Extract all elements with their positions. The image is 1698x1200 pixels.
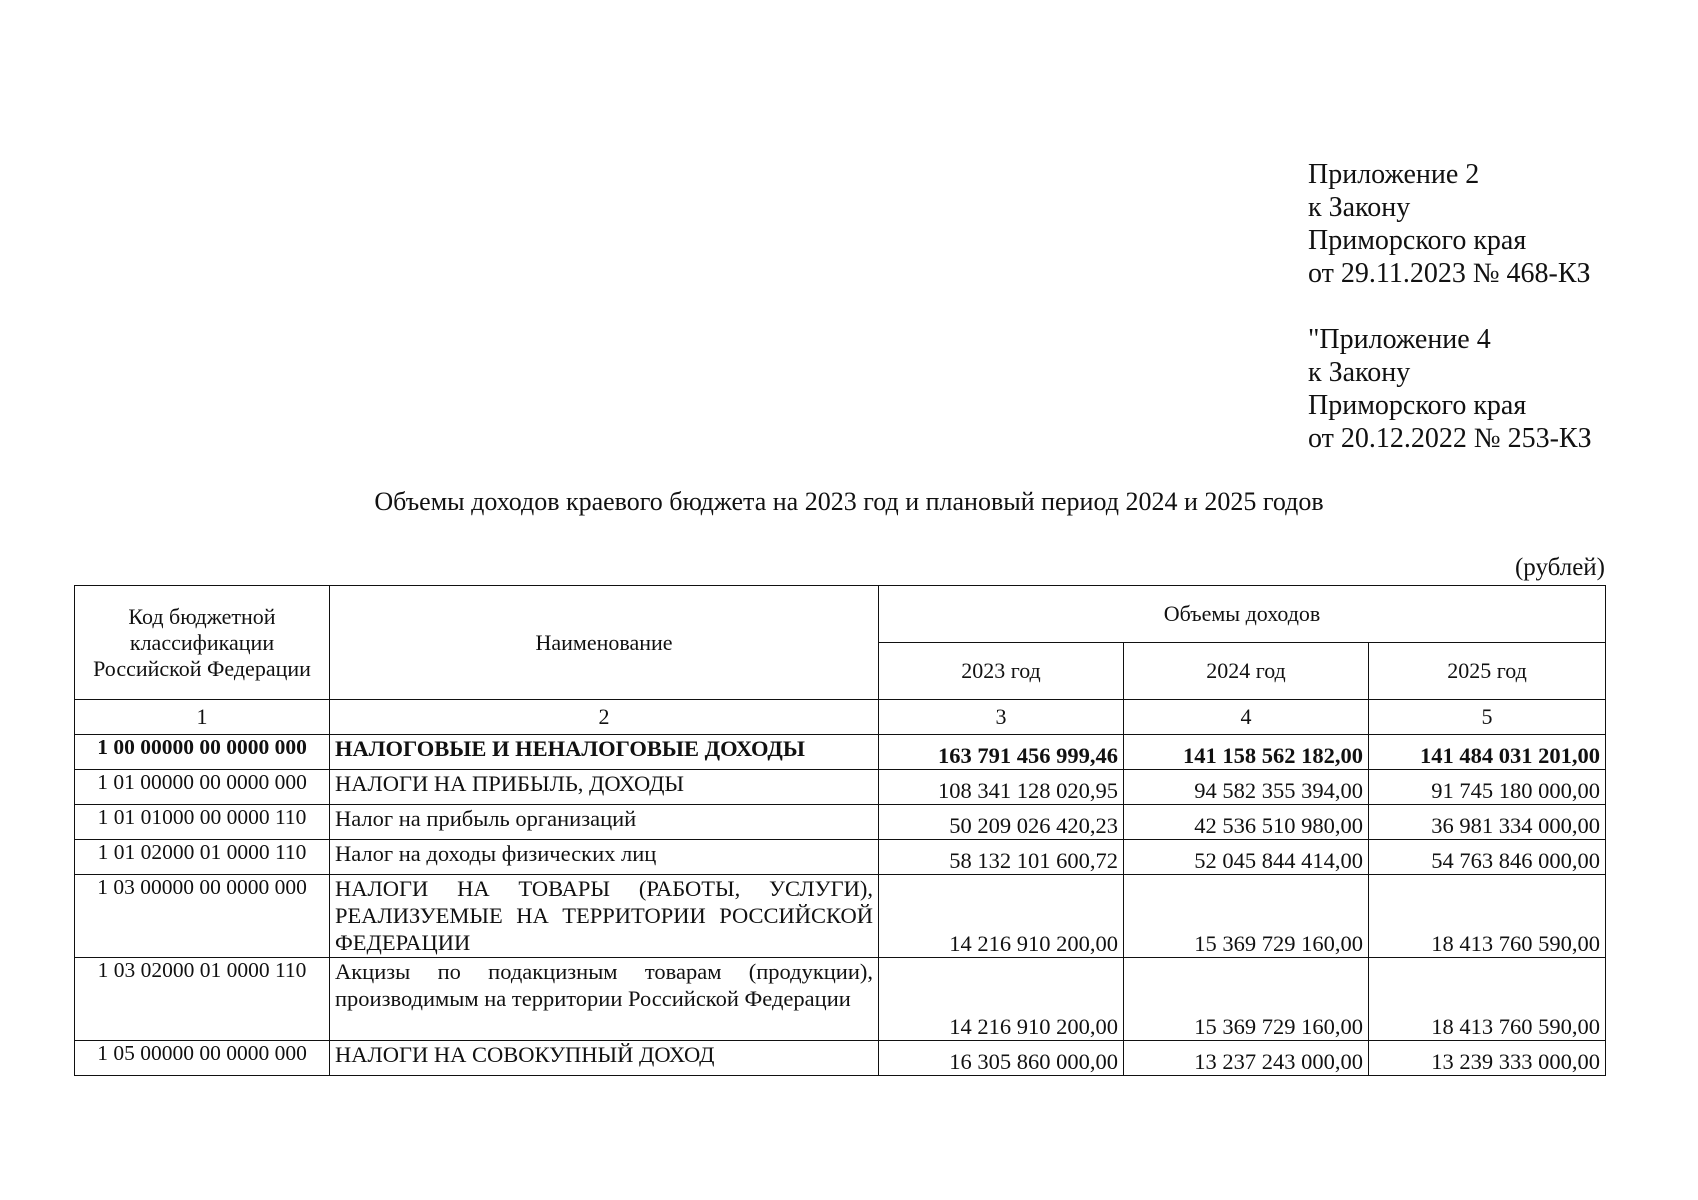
appendix-line: Приморского края xyxy=(1308,390,1527,421)
table-header-row xyxy=(75,586,1606,643)
row-value-2025: 18 413 760 590,00 xyxy=(1369,958,1606,1041)
appendix-amended xyxy=(1308,323,1668,455)
row-name: Налог на прибыль организаций xyxy=(330,805,879,840)
row-value-2025: 18 413 760 590,00 xyxy=(1369,875,1606,958)
column-number-row xyxy=(75,700,1606,735)
row-code: 1 03 02000 01 0000 110 xyxy=(75,958,330,1041)
table-row xyxy=(75,770,1606,805)
appendix-line: к Закону xyxy=(1308,192,1411,223)
row-value-2025: 91 745 180 000,00 xyxy=(1369,770,1606,805)
row-name: НАЛОГИ НА ТОВАРЫ (РАБОТЫ, УСЛУГИ), РЕАЛИЗУЕМЫЕ НА ТЕРРИТОРИИ РОССИЙСКОЙ ФЕДЕРАЦИИ xyxy=(330,875,879,958)
row-value-2024: 94 582 355 394,00 xyxy=(1124,770,1369,805)
table-row xyxy=(75,958,1606,1041)
row-code: 1 01 02000 01 0000 110 xyxy=(75,840,330,875)
header-year-2024: 2024 год xyxy=(1124,643,1369,700)
row-value-2025: 13 239 333 000,00 xyxy=(1369,1041,1606,1076)
row-value-2025: 141 484 031 201,00 xyxy=(1369,735,1606,770)
header-year-2025: 2025 год xyxy=(1369,643,1606,700)
header-year-2023: 2023 год xyxy=(879,643,1124,700)
row-value-2023: 108 341 128 020,95 xyxy=(879,770,1124,805)
row-code: 1 01 01000 00 0000 110 xyxy=(75,805,330,840)
header-volumes: Объемы доходов xyxy=(879,586,1606,643)
row-name: Акцизы по подакцизным товарам (продукции), производимым на территории Российской Федерации xyxy=(330,958,879,1041)
row-value-2025: 54 763 846 000,00 xyxy=(1369,840,1606,875)
column-number: 1 xyxy=(75,700,330,735)
table-row xyxy=(75,805,1606,840)
row-value-2023: 14 216 910 200,00 xyxy=(879,958,1124,1041)
row-value-2024: 52 045 844 414,00 xyxy=(1124,840,1369,875)
appendix-line: "Приложение 4 xyxy=(1308,324,1491,355)
column-number: 4 xyxy=(1124,700,1369,735)
table-row xyxy=(75,875,1606,958)
row-value-2023: 58 132 101 600,72 xyxy=(879,840,1124,875)
row-value-2023: 16 305 860 000,00 xyxy=(879,1041,1124,1076)
header-name: Наименование xyxy=(330,586,879,700)
row-value-2024: 141 158 562 182,00 xyxy=(1124,735,1369,770)
row-name: НАЛОГИ НА СОВОКУПНЫЙ ДОХОД xyxy=(330,1041,879,1076)
row-value-2023: 14 216 910 200,00 xyxy=(879,875,1124,958)
appendix-line: от 29.11.2023 № 468-КЗ xyxy=(1308,258,1591,289)
row-name: НАЛОГОВЫЕ И НЕНАЛОГОВЫЕ ДОХОДЫ xyxy=(330,735,879,770)
row-value-2024: 13 237 243 000,00 xyxy=(1124,1041,1369,1076)
table-row xyxy=(75,735,1606,770)
appendix-line: Приморского края xyxy=(1308,225,1527,256)
table-row xyxy=(75,840,1606,875)
appendix-line: от 20.12.2022 № 253-КЗ xyxy=(1308,423,1592,454)
column-number: 3 xyxy=(879,700,1124,735)
row-code: 1 03 00000 00 0000 000 xyxy=(75,875,330,958)
row-name: Налог на доходы физических лиц xyxy=(330,840,879,875)
row-value-2023: 163 791 456 999,46 xyxy=(879,735,1124,770)
column-number: 5 xyxy=(1369,700,1606,735)
row-value-2024: 15 369 729 160,00 xyxy=(1124,875,1369,958)
row-value-2024: 15 369 729 160,00 xyxy=(1124,958,1369,1041)
row-value-2025: 36 981 334 000,00 xyxy=(1369,805,1606,840)
column-number: 2 xyxy=(330,700,879,735)
appendix-block xyxy=(1308,158,1668,488)
appendix-line: Приложение 2 xyxy=(1308,159,1480,190)
row-value-2024: 42 536 510 980,00 xyxy=(1124,805,1369,840)
document-title: Объемы доходов краевого бюджета на 2023 год и плановый период 2024 и 2025 годов xyxy=(374,487,1324,516)
units-label: (рублей) xyxy=(1514,554,1605,581)
revenue-table xyxy=(74,585,1606,1076)
row-code: 1 01 00000 00 0000 000 xyxy=(75,770,330,805)
header-code: Код бюджетной классификации Российской Федерации xyxy=(75,586,330,700)
appendix-current xyxy=(1308,158,1668,290)
row-code: 1 05 00000 00 0000 000 xyxy=(75,1041,330,1076)
table-row xyxy=(75,1041,1606,1076)
row-code: 1 00 00000 00 0000 000 xyxy=(75,735,330,770)
appendix-line: к Закону xyxy=(1308,357,1411,388)
row-name: НАЛОГИ НА ПРИБЫЛЬ, ДОХОДЫ xyxy=(330,770,879,805)
row-value-2023: 50 209 026 420,23 xyxy=(879,805,1124,840)
